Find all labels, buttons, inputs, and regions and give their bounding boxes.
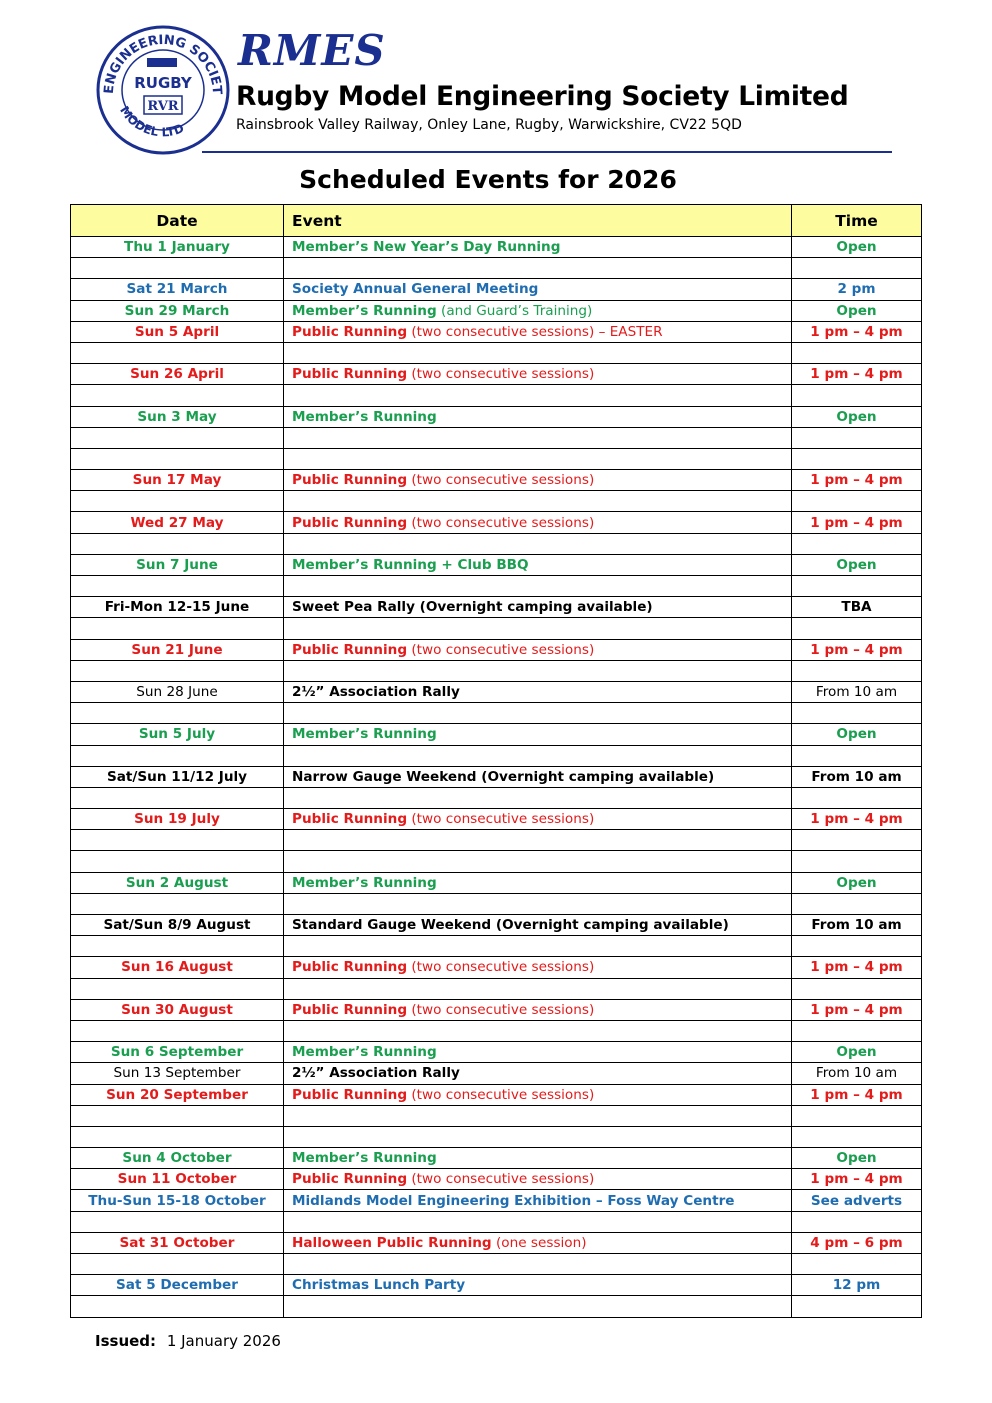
table-row: [71, 681, 922, 702]
svg-text:MODEL LTD: MODEL LTD: [117, 103, 186, 140]
event-description: [284, 1254, 792, 1275]
event-time: From 10 am: [792, 681, 922, 702]
event-date: Thu 1 January: [71, 237, 284, 258]
event-description: [284, 1148, 792, 1169]
event-description: [284, 978, 792, 999]
table-row: [71, 639, 922, 660]
event-description: [284, 851, 792, 872]
table-row-blank: [71, 787, 922, 808]
event-name: Society Annual General Meeting: [292, 281, 539, 298]
event-date: Sun 3 May: [71, 406, 284, 427]
event-date: [71, 1211, 284, 1232]
event-description: [284, 576, 792, 597]
table-row: [71, 1084, 922, 1105]
event-date: Sun 5 July: [71, 724, 284, 745]
event-name: Public Running: [292, 1171, 408, 1188]
event-description: [284, 237, 792, 258]
event-description: [284, 681, 792, 702]
event-description: [284, 936, 792, 957]
event-description: [284, 872, 792, 893]
event-date: [71, 893, 284, 914]
event-time: From 10 am: [792, 915, 922, 936]
acronym-heading: RMES: [238, 26, 386, 75]
table-row-blank: [71, 576, 922, 597]
event-name: Member’s Running: [292, 1044, 437, 1061]
column-header-time: Time: [792, 205, 922, 237]
event-date: [71, 1296, 284, 1317]
event-time: 1 pm – 4 pm: [792, 364, 922, 385]
table-row-blank: [71, 851, 922, 872]
table-row-blank: [71, 745, 922, 766]
event-date: Fri-Mon 12-15 June: [71, 597, 284, 618]
address: Rainsbrook Valley Railway, Onley Lane, Rugby, Warwickshire, CV22 5QD: [236, 117, 742, 133]
svg-text:ENGINEERING SOCIETY: ENGINEERING SOCIET: [101, 32, 225, 96]
event-date: Sun 19 July: [71, 809, 284, 830]
event-description: [284, 703, 792, 724]
event-description: [284, 830, 792, 851]
event-time: 1 pm – 4 pm: [792, 999, 922, 1020]
event-date: [71, 787, 284, 808]
table-row-blank: [71, 1126, 922, 1147]
event-description: [284, 1126, 792, 1147]
event-time: 1 pm – 4 pm: [792, 1169, 922, 1190]
event-date: [71, 851, 284, 872]
event-note: (two consecutive sessions): [407, 514, 595, 531]
event-time: [792, 936, 922, 957]
event-time: [792, 851, 922, 872]
event-time: Open: [792, 724, 922, 745]
table-row-blank: [71, 1020, 922, 1041]
page-title: Scheduled Events for 2026: [299, 165, 677, 194]
event-date: Sun 16 August: [71, 957, 284, 978]
event-time: TBA: [792, 597, 922, 618]
table-row: [71, 237, 922, 258]
table-row: [71, 1042, 922, 1063]
event-description: [284, 1084, 792, 1105]
table-row-blank: [71, 385, 922, 406]
event-time: Open: [792, 554, 922, 575]
event-date: Sun 11 October: [71, 1169, 284, 1190]
table-row-blank: [71, 830, 922, 851]
event-date: [71, 576, 284, 597]
table-row: [71, 872, 922, 893]
table-row-blank: [71, 342, 922, 363]
event-time: Open: [792, 237, 922, 258]
event-name: Public Running: [292, 959, 408, 976]
table-row-blank: [71, 660, 922, 681]
table-row-blank: [71, 1296, 922, 1317]
event-time: [792, 258, 922, 279]
table-row: [71, 300, 922, 321]
event-name: Member’s Running + Club BBQ: [292, 556, 529, 573]
event-description: [284, 766, 792, 787]
event-description: [284, 999, 792, 1020]
event-note: (two consecutive sessions): [407, 959, 595, 976]
event-time: Open: [792, 406, 922, 427]
event-description: [284, 1190, 792, 1211]
event-note: (one session): [491, 1234, 587, 1251]
event-time: Open: [792, 1148, 922, 1169]
event-name: Christmas Lunch Party: [292, 1277, 466, 1294]
event-name: Narrow Gauge Weekend (Overnight camping available): [292, 768, 715, 785]
event-time: Open: [792, 1042, 922, 1063]
event-time: See adverts: [792, 1190, 922, 1211]
event-description: [284, 342, 792, 363]
table-row: [71, 1169, 922, 1190]
event-time: [792, 385, 922, 406]
event-date: Sat 21 March: [71, 279, 284, 300]
event-time: 1 pm – 4 pm: [792, 1084, 922, 1105]
issued-line: [95, 1331, 281, 1351]
header-divider: [202, 151, 892, 153]
event-description: [284, 258, 792, 279]
event-description: [284, 1063, 792, 1084]
event-note: (two consecutive sessions): [407, 1001, 595, 1018]
event-time: 2 pm: [792, 279, 922, 300]
table-row: [71, 1190, 922, 1211]
event-date: [71, 342, 284, 363]
event-name: Midlands Model Engineering Exhibition – Foss Way Centre: [292, 1192, 735, 1209]
table-row: [71, 915, 922, 936]
table-row-blank: [71, 978, 922, 999]
event-note: (two consecutive sessions): [407, 366, 595, 383]
table-row: [71, 809, 922, 830]
table-row: [71, 321, 922, 342]
event-name: Halloween Public Running: [292, 1234, 492, 1251]
event-date: Sun 7 June: [71, 554, 284, 575]
event-time: [792, 660, 922, 681]
event-description: [284, 1169, 792, 1190]
event-date: [71, 1126, 284, 1147]
event-note: (two consecutive sessions): [407, 1086, 595, 1103]
column-header-event: Event: [284, 205, 792, 237]
event-name: Member’s Running: [292, 302, 437, 319]
event-time: [792, 1105, 922, 1126]
table-row: [71, 1148, 922, 1169]
event-description: [284, 597, 792, 618]
event-date: [71, 978, 284, 999]
event-name: Member’s Running: [292, 1150, 437, 1167]
event-date: Sun 20 September: [71, 1084, 284, 1105]
event-time: [792, 978, 922, 999]
event-description: [284, 1105, 792, 1126]
table-row: [71, 406, 922, 427]
table-row: [71, 364, 922, 385]
table-row: [71, 554, 922, 575]
event-time: Open: [792, 300, 922, 321]
table-row-blank: [71, 1211, 922, 1232]
event-time: [792, 745, 922, 766]
event-description: [284, 957, 792, 978]
org-name: Rugby Model Engineering Society Limited: [236, 81, 849, 112]
table-row-blank: [71, 491, 922, 512]
event-date: [71, 1020, 284, 1041]
event-date: [71, 258, 284, 279]
event-description: [284, 321, 792, 342]
event-date: Sun 26 April: [71, 364, 284, 385]
event-date: Sat 31 October: [71, 1232, 284, 1253]
event-name: Public Running: [292, 811, 408, 828]
event-time: 1 pm – 4 pm: [792, 639, 922, 660]
event-description: [284, 533, 792, 554]
event-time: 1 pm – 4 pm: [792, 512, 922, 533]
issued-date: 1 January 2026: [166, 1332, 281, 1350]
event-name: Member’s Running: [292, 874, 437, 891]
event-description: [284, 1020, 792, 1041]
event-date: [71, 448, 284, 469]
event-time: [792, 1254, 922, 1275]
event-description: [284, 385, 792, 406]
event-date: Sat/Sun 11/12 July: [71, 766, 284, 787]
event-name: 2½” Association Rally: [292, 1065, 460, 1082]
event-time: [792, 491, 922, 512]
event-time: [792, 448, 922, 469]
event-time: [792, 342, 922, 363]
table-row: [71, 766, 922, 787]
event-name: Public Running: [292, 641, 408, 658]
svg-text:RVR: RVR: [147, 99, 179, 114]
event-time: 1 pm – 4 pm: [792, 470, 922, 491]
event-date: [71, 660, 284, 681]
table-row: [71, 279, 922, 300]
event-note: (two consecutive sessions): [407, 641, 595, 658]
event-date: [71, 491, 284, 512]
event-date: Sun 29 March: [71, 300, 284, 321]
event-note: (two consecutive sessions): [407, 811, 595, 828]
table-row: [71, 957, 922, 978]
event-name: Sweet Pea Rally (Overnight camping available): [292, 599, 653, 616]
event-name: Public Running: [292, 1086, 408, 1103]
event-time: From 10 am: [792, 766, 922, 787]
event-date: Wed 27 May: [71, 512, 284, 533]
event-time: [792, 703, 922, 724]
event-time: From 10 am: [792, 1063, 922, 1084]
events-table-body: [71, 237, 922, 1318]
event-name: Member’s New Year’s Day Running: [292, 239, 561, 256]
event-description: [284, 809, 792, 830]
event-description: [284, 787, 792, 808]
event-date: Sun 5 April: [71, 321, 284, 342]
issued-label: Issued:: [95, 1332, 157, 1350]
event-description: [284, 1232, 792, 1253]
event-description: [284, 300, 792, 321]
event-time: [792, 893, 922, 914]
event-date: Thu-Sun 15-18 October: [71, 1190, 284, 1211]
table-row-blank: [71, 703, 922, 724]
table-header-row: [71, 205, 922, 237]
event-name: Public Running: [292, 366, 408, 383]
event-name: Standard Gauge Weekend (Overnight camping available): [292, 917, 729, 934]
event-name: Member’s Running: [292, 726, 437, 743]
table-row: [71, 470, 922, 491]
event-time: [792, 787, 922, 808]
event-date: [71, 385, 284, 406]
event-time: [792, 830, 922, 851]
event-time: [792, 533, 922, 554]
society-logo: [95, 24, 231, 156]
event-date: Sat/Sun 8/9 August: [71, 915, 284, 936]
event-date: Sun 13 September: [71, 1063, 284, 1084]
event-time: [792, 1296, 922, 1317]
event-description: [284, 364, 792, 385]
event-description: [284, 448, 792, 469]
event-time: [792, 1211, 922, 1232]
event-date: Sun 30 August: [71, 999, 284, 1020]
events-table: [70, 204, 922, 1318]
event-description: [284, 1275, 792, 1296]
event-date: [71, 1254, 284, 1275]
event-time: [792, 576, 922, 597]
table-row-blank: [71, 258, 922, 279]
event-date: Sun 28 June: [71, 681, 284, 702]
event-date: [71, 1105, 284, 1126]
event-note: (two consecutive sessions): [407, 1171, 595, 1188]
event-date: Sat 5 December: [71, 1275, 284, 1296]
table-row: [71, 724, 922, 745]
event-time: 1 pm – 4 pm: [792, 957, 922, 978]
event-date: Sun 17 May: [71, 470, 284, 491]
table-row: [71, 999, 922, 1020]
table-row-blank: [71, 893, 922, 914]
event-name: Public Running: [292, 1001, 408, 1018]
table-row-blank: [71, 533, 922, 554]
event-description: [284, 554, 792, 575]
event-time: [792, 1126, 922, 1147]
event-date: [71, 533, 284, 554]
table-row: [71, 512, 922, 533]
event-name: Public Running: [292, 514, 408, 531]
event-name: 2½” Association Rally: [292, 684, 460, 701]
table-row: [71, 597, 922, 618]
event-time: 12 pm: [792, 1275, 922, 1296]
table-row-blank: [71, 936, 922, 957]
table-row-blank: [71, 1105, 922, 1126]
event-description: [284, 618, 792, 639]
event-note: (two consecutive sessions): [407, 472, 595, 489]
event-description: [284, 1211, 792, 1232]
event-description: [284, 1296, 792, 1317]
event-date: [71, 745, 284, 766]
event-date: [71, 936, 284, 957]
event-name: Public Running: [292, 472, 408, 489]
event-date: [71, 427, 284, 448]
event-time: [792, 1020, 922, 1041]
event-description: [284, 406, 792, 427]
event-time: [792, 427, 922, 448]
event-description: [284, 470, 792, 491]
event-description: [284, 915, 792, 936]
table-row-blank: [71, 618, 922, 639]
event-date: [71, 703, 284, 724]
event-date: [71, 830, 284, 851]
event-description: [284, 279, 792, 300]
event-date: [71, 618, 284, 639]
event-date: Sun 4 October: [71, 1148, 284, 1169]
table-row: [71, 1063, 922, 1084]
event-description: [284, 491, 792, 512]
event-time: Open: [792, 872, 922, 893]
event-date: Sun 2 August: [71, 872, 284, 893]
event-name: Public Running: [292, 323, 408, 340]
event-description: [284, 639, 792, 660]
column-header-date: Date: [71, 205, 284, 237]
event-time: 4 pm – 6 pm: [792, 1232, 922, 1253]
svg-text:RUGBY: RUGBY: [134, 74, 192, 92]
table-row: [71, 1232, 922, 1253]
table-row-blank: [71, 1254, 922, 1275]
event-name: Member’s Running: [292, 408, 437, 425]
event-description: [284, 427, 792, 448]
event-date: Sun 21 June: [71, 639, 284, 660]
event-description: [284, 660, 792, 681]
event-note: (and Guard’s Training): [436, 302, 593, 319]
table-row-blank: [71, 427, 922, 448]
event-time: [792, 618, 922, 639]
event-description: [284, 724, 792, 745]
table-row: [71, 1275, 922, 1296]
table-row-blank: [71, 448, 922, 469]
event-description: [284, 745, 792, 766]
event-note: (two consecutive sessions) – EASTER: [407, 323, 663, 340]
event-time: 1 pm – 4 pm: [792, 809, 922, 830]
event-description: [284, 893, 792, 914]
event-description: [284, 1042, 792, 1063]
event-time: 1 pm – 4 pm: [792, 321, 922, 342]
event-date: Sun 6 September: [71, 1042, 284, 1063]
event-description: [284, 512, 792, 533]
